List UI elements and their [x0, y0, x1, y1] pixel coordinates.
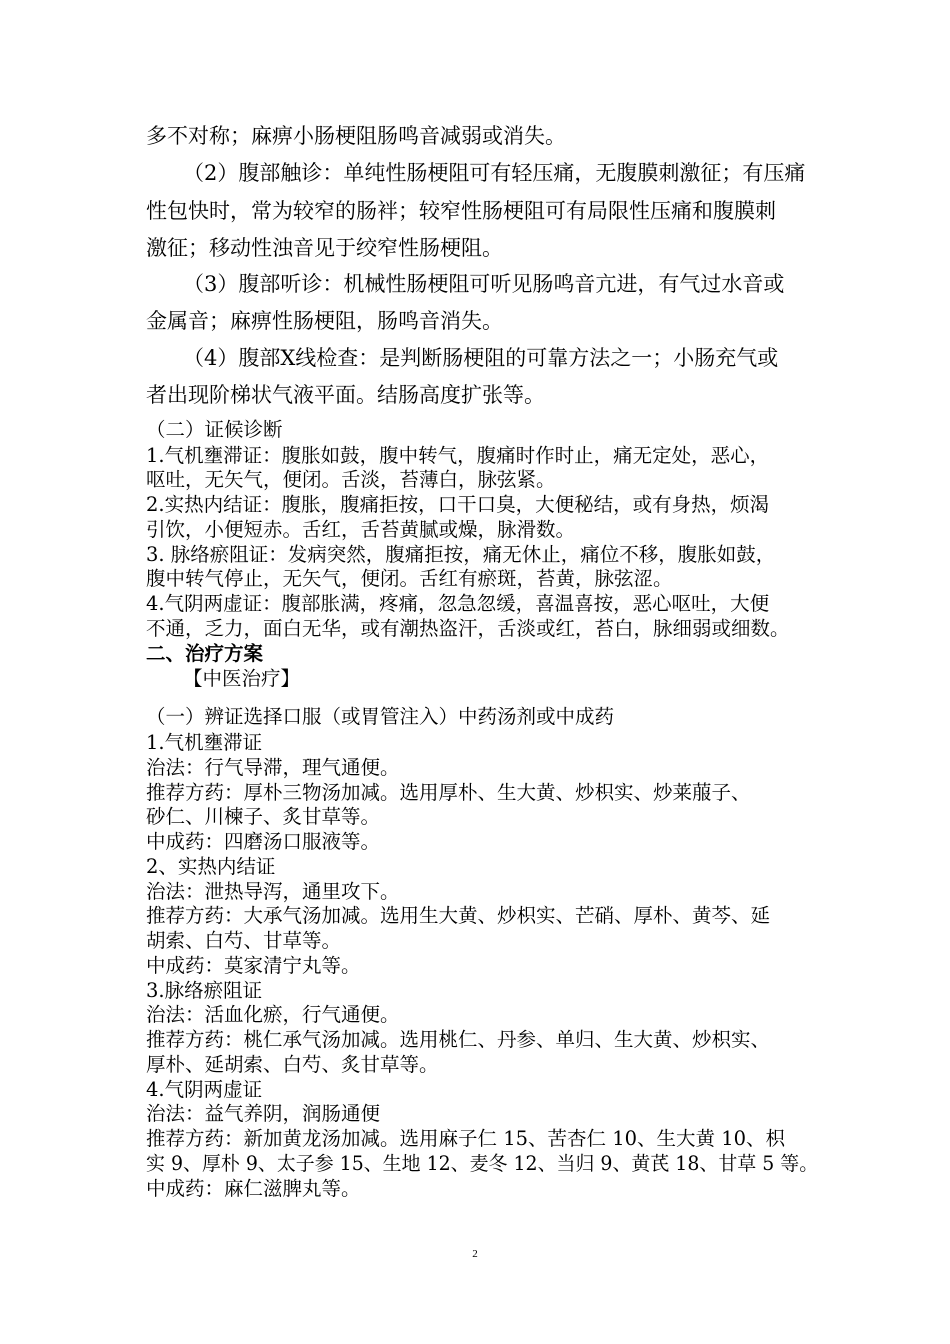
text-line: 1.气机壅滞证：腹胀如鼓，腹中转气，腹痛时作时止，痛无定处，恶心， — [146, 444, 770, 467]
text-line: 者出现阶梯状气液平面。结肠高度扩张等。 — [146, 383, 545, 407]
text-line: 砂仁、川楝子、炙甘草等。 — [146, 805, 381, 828]
text-line: 3.脉络瘀阻证 — [146, 979, 263, 1002]
text-line: 引饮，小便短赤。舌红，舌苔黄腻或燥，脉滑数。 — [146, 518, 576, 541]
text-line: 金属音；麻痹性肠梗阻，肠鸣音消失。 — [146, 309, 503, 333]
section-heading: （一）辨证选择口服（或胃管注入）中药汤剂或中成药 — [146, 705, 615, 728]
section-heading: （二）证候诊断 — [146, 418, 283, 441]
text-line: （4）腹部X线检查：是判断肠梗阻的可靠方法之一；小肠充气或 — [183, 346, 779, 370]
text-line: 推荐方药：桃仁承气汤加减。选用桃仁、丹参、单归、生大黄、炒枳实、 — [146, 1028, 771, 1051]
text-line: 4.气阴两虚证：腹部胀满，疼痛，忽急忽缓，喜温喜按，恶心呕吐，大便 — [146, 592, 770, 615]
section-heading: 二、治疗方案 — [146, 642, 264, 665]
text-line: 治法：行气导滞，理气通便。 — [146, 756, 400, 779]
text-line: （3）腹部听诊：机械性肠梗阻可听见肠鸣音亢进，有气过水音或 — [183, 272, 785, 296]
subsection-heading: 【中医治疗】 — [183, 667, 301, 690]
text-line: 多不对称；麻痹小肠梗阻肠鸣音减弱或消失。 — [146, 124, 566, 148]
text-line: 治法：泄热导泻，通里攻下。 — [146, 880, 400, 903]
text-line: 2.实热内结证：腹胀，腹痛拒按，口干口臭，大便秘结，或有身热，烦渴 — [146, 493, 770, 516]
text-line: 中成药：麻仁滋脾丸等。 — [146, 1177, 361, 1200]
text-line: 3. 脉络瘀阻证：发病突然，腹痛拒按，痛无休止，痛位不移，腹胀如鼓， — [146, 543, 776, 566]
text-line: 不通，乏力，面白无华，或有潮热盗汗，舌淡或红，苔白，脉细弱或细数。 — [146, 617, 790, 640]
text-line: 激征；移动性浊音见于绞窄性肠梗阻。 — [146, 236, 503, 260]
text-line: 呕吐，无矢气，便闭。舌淡，苔薄白，脉弦紧。 — [146, 468, 556, 491]
text-line: 中成药：莫家清宁丸等。 — [146, 954, 361, 977]
text-line: 治法：活血化瘀，行气通便。 — [146, 1003, 400, 1026]
page-number: 2 — [472, 1248, 478, 1260]
text-line: 1.气机壅滞证 — [146, 731, 263, 754]
text-line: 厚朴、延胡索、白芍、炙甘草等。 — [146, 1053, 439, 1076]
text-line: 腹中转气停止，无矢气，便闭。舌红有瘀斑，苔黄，脉弦涩。 — [146, 567, 673, 590]
text-line: 2、实热内结证 — [146, 855, 276, 878]
text-line: （2）腹部触诊：单纯性肠梗阻可有轻压痛，无腹膜刺激征；有压痛 — [183, 161, 806, 185]
text-line: 实 9、厚朴 9、太子参 15、生地 12、麦冬 12、当归 9、黄芪 18、甘草 5 等。 — [146, 1152, 819, 1175]
text-line: 推荐方药：新加黄龙汤加减。选用麻子仁 15、苦杏仁 10、生大黄 10、枳 — [146, 1127, 786, 1150]
text-line: 治法：益气养阴，润肠通便 — [146, 1102, 381, 1125]
text-line: 性包快时，常为较窄的肠袢；较窄性肠梗阻可有局限性压痛和腹膜刺 — [146, 199, 776, 223]
text-line: 推荐方药：大承气汤加减。选用生大黄、炒枳实、芒硝、厚朴、黄芩、延 — [146, 904, 771, 927]
text-line: 推荐方药：厚朴三物汤加减。选用厚朴、生大黄、炒枳实、炒莱菔子、 — [146, 781, 751, 804]
text-line: 中成药：四磨汤口服液等。 — [146, 830, 381, 853]
text-line: 4.气阴两虚证 — [146, 1078, 263, 1101]
text-line: 胡索、白芍、甘草等。 — [146, 929, 342, 952]
